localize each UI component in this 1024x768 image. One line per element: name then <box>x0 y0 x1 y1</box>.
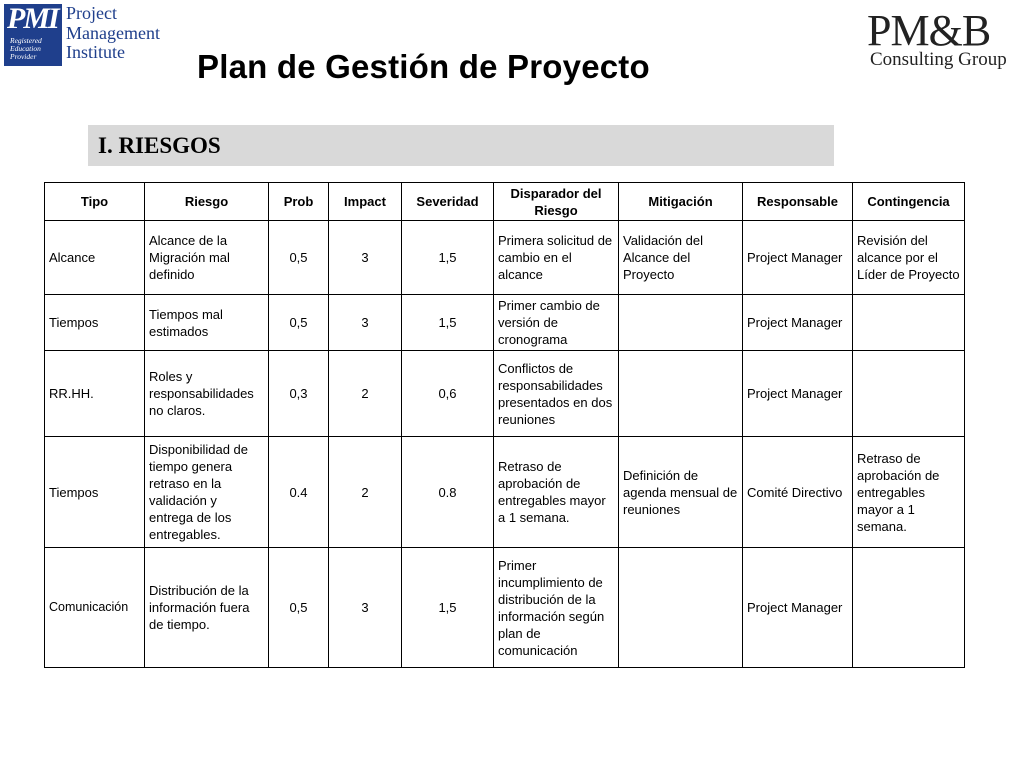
cell-responsable: Project Manager <box>743 548 853 668</box>
cell-severidad: 0,6 <box>402 351 494 437</box>
cell-riesgo: Disponibilidad de tiempo genera retraso en la validación y entrega de los entregables. <box>145 437 269 548</box>
cell-tipo: RR.HH. <box>45 351 145 437</box>
pmi-logo-monogram: PMI <box>7 4 58 35</box>
cell-contingencia: Revisión del alcance por el Líder de Proyecto <box>853 221 965 295</box>
cell-prob: 0.4 <box>269 437 329 548</box>
cell-contingencia <box>853 548 965 668</box>
pmi-name-line: Project <box>66 3 117 23</box>
pmi-badge-line: Registered <box>10 36 42 45</box>
column-header-impact: Impact <box>329 183 402 221</box>
table-row <box>45 295 965 351</box>
pmb-logo <box>864 8 1016 72</box>
cell-mitigacion: Definición de agenda mensual de reuniones <box>619 437 743 548</box>
page-title: Plan de Gestión de Proyecto <box>197 48 650 85</box>
cell-prob: 0,5 <box>269 295 329 351</box>
pmb-logo-subtitle: Consulting Group <box>870 49 1007 70</box>
cell-tipo: Alcance <box>45 221 145 295</box>
cell-severidad: 1,5 <box>402 295 494 351</box>
cell-riesgo: Roles y responsabilidades no claros. <box>145 351 269 437</box>
pmi-logo-badge <box>10 37 42 61</box>
cell-impact: 2 <box>329 437 402 548</box>
column-header-mitigacion: Mitigación <box>619 183 743 221</box>
cell-mitigacion <box>619 295 743 351</box>
cell-tipo: Tiempos <box>45 437 145 548</box>
cell-mitigacion <box>619 351 743 437</box>
column-header-riesgo: Riesgo <box>145 183 269 221</box>
cell-responsable: Project Manager <box>743 221 853 295</box>
cell-severidad: 1,5 <box>402 221 494 295</box>
column-header-severidad: Severidad <box>402 183 494 221</box>
cell-disparador: Primer incumplimiento de distribución de la información según plan de comunicación <box>494 548 619 668</box>
pmi-name-line: Management <box>66 22 160 43</box>
cell-disparador: Conflictos de responsabilidades presentados en dos reuniones <box>494 351 619 437</box>
column-header-disparador: Disparador del Riesgo <box>494 183 619 221</box>
cell-disparador: Retraso de aprobación de entregables mayor a 1 semana. <box>494 437 619 548</box>
table-row <box>45 437 965 548</box>
pmi-name-line: Institute <box>66 42 125 62</box>
cell-riesgo: Distribución de la información fuera de tiempo. <box>145 548 269 668</box>
pmi-badge-line: Education <box>10 44 41 53</box>
risk-table <box>44 182 965 668</box>
cell-impact: 3 <box>329 221 402 295</box>
cell-disparador: Primer cambio de versión de cronograma <box>494 295 619 351</box>
pmi-logo-mark <box>4 4 62 66</box>
pmb-logo-name: PM&B <box>867 6 991 55</box>
cell-prob: 0,3 <box>269 351 329 437</box>
table-header-row <box>45 183 965 221</box>
cell-impact: 3 <box>329 295 402 351</box>
column-header-tipo: Tipo <box>45 183 145 221</box>
pmi-logo-name <box>66 4 160 63</box>
cell-responsable: Comité Directivo <box>743 437 853 548</box>
cell-severidad: 1,5 <box>402 548 494 668</box>
cell-prob: 0,5 <box>269 548 329 668</box>
pmi-logo <box>4 2 160 68</box>
cell-contingencia <box>853 351 965 437</box>
cell-severidad: 0.8 <box>402 437 494 548</box>
cell-disparador: Primera solicitud de cambio en el alcance <box>494 221 619 295</box>
table-row <box>45 548 965 668</box>
cell-mitigacion: Validación del Alcance del Proyecto <box>619 221 743 295</box>
cell-contingencia <box>853 295 965 351</box>
table-row <box>45 221 965 295</box>
cell-impact: 3 <box>329 548 402 668</box>
cell-tipo: Tiempos <box>45 295 145 351</box>
cell-responsable: Project Manager <box>743 351 853 437</box>
column-header-responsable: Responsable <box>743 183 853 221</box>
table-row <box>45 351 965 437</box>
cell-mitigacion <box>619 548 743 668</box>
cell-prob: 0,5 <box>269 221 329 295</box>
section-header <box>88 125 834 166</box>
column-header-prob: Prob <box>269 183 329 221</box>
cell-riesgo: Tiempos mal estimados <box>145 295 269 351</box>
section-title: I. RIESGOS <box>98 133 221 158</box>
cell-riesgo: Alcance de la Migración mal definido <box>145 221 269 295</box>
pmi-badge-line: Provider <box>10 52 37 61</box>
cell-contingencia: Retraso de aprobación de entregables mayor a 1 semana. <box>853 437 965 548</box>
cell-tipo: Comunicación <box>45 548 145 668</box>
cell-impact: 2 <box>329 351 402 437</box>
cell-responsable: Project Manager <box>743 295 853 351</box>
column-header-contingencia: Contingencia <box>853 183 965 221</box>
